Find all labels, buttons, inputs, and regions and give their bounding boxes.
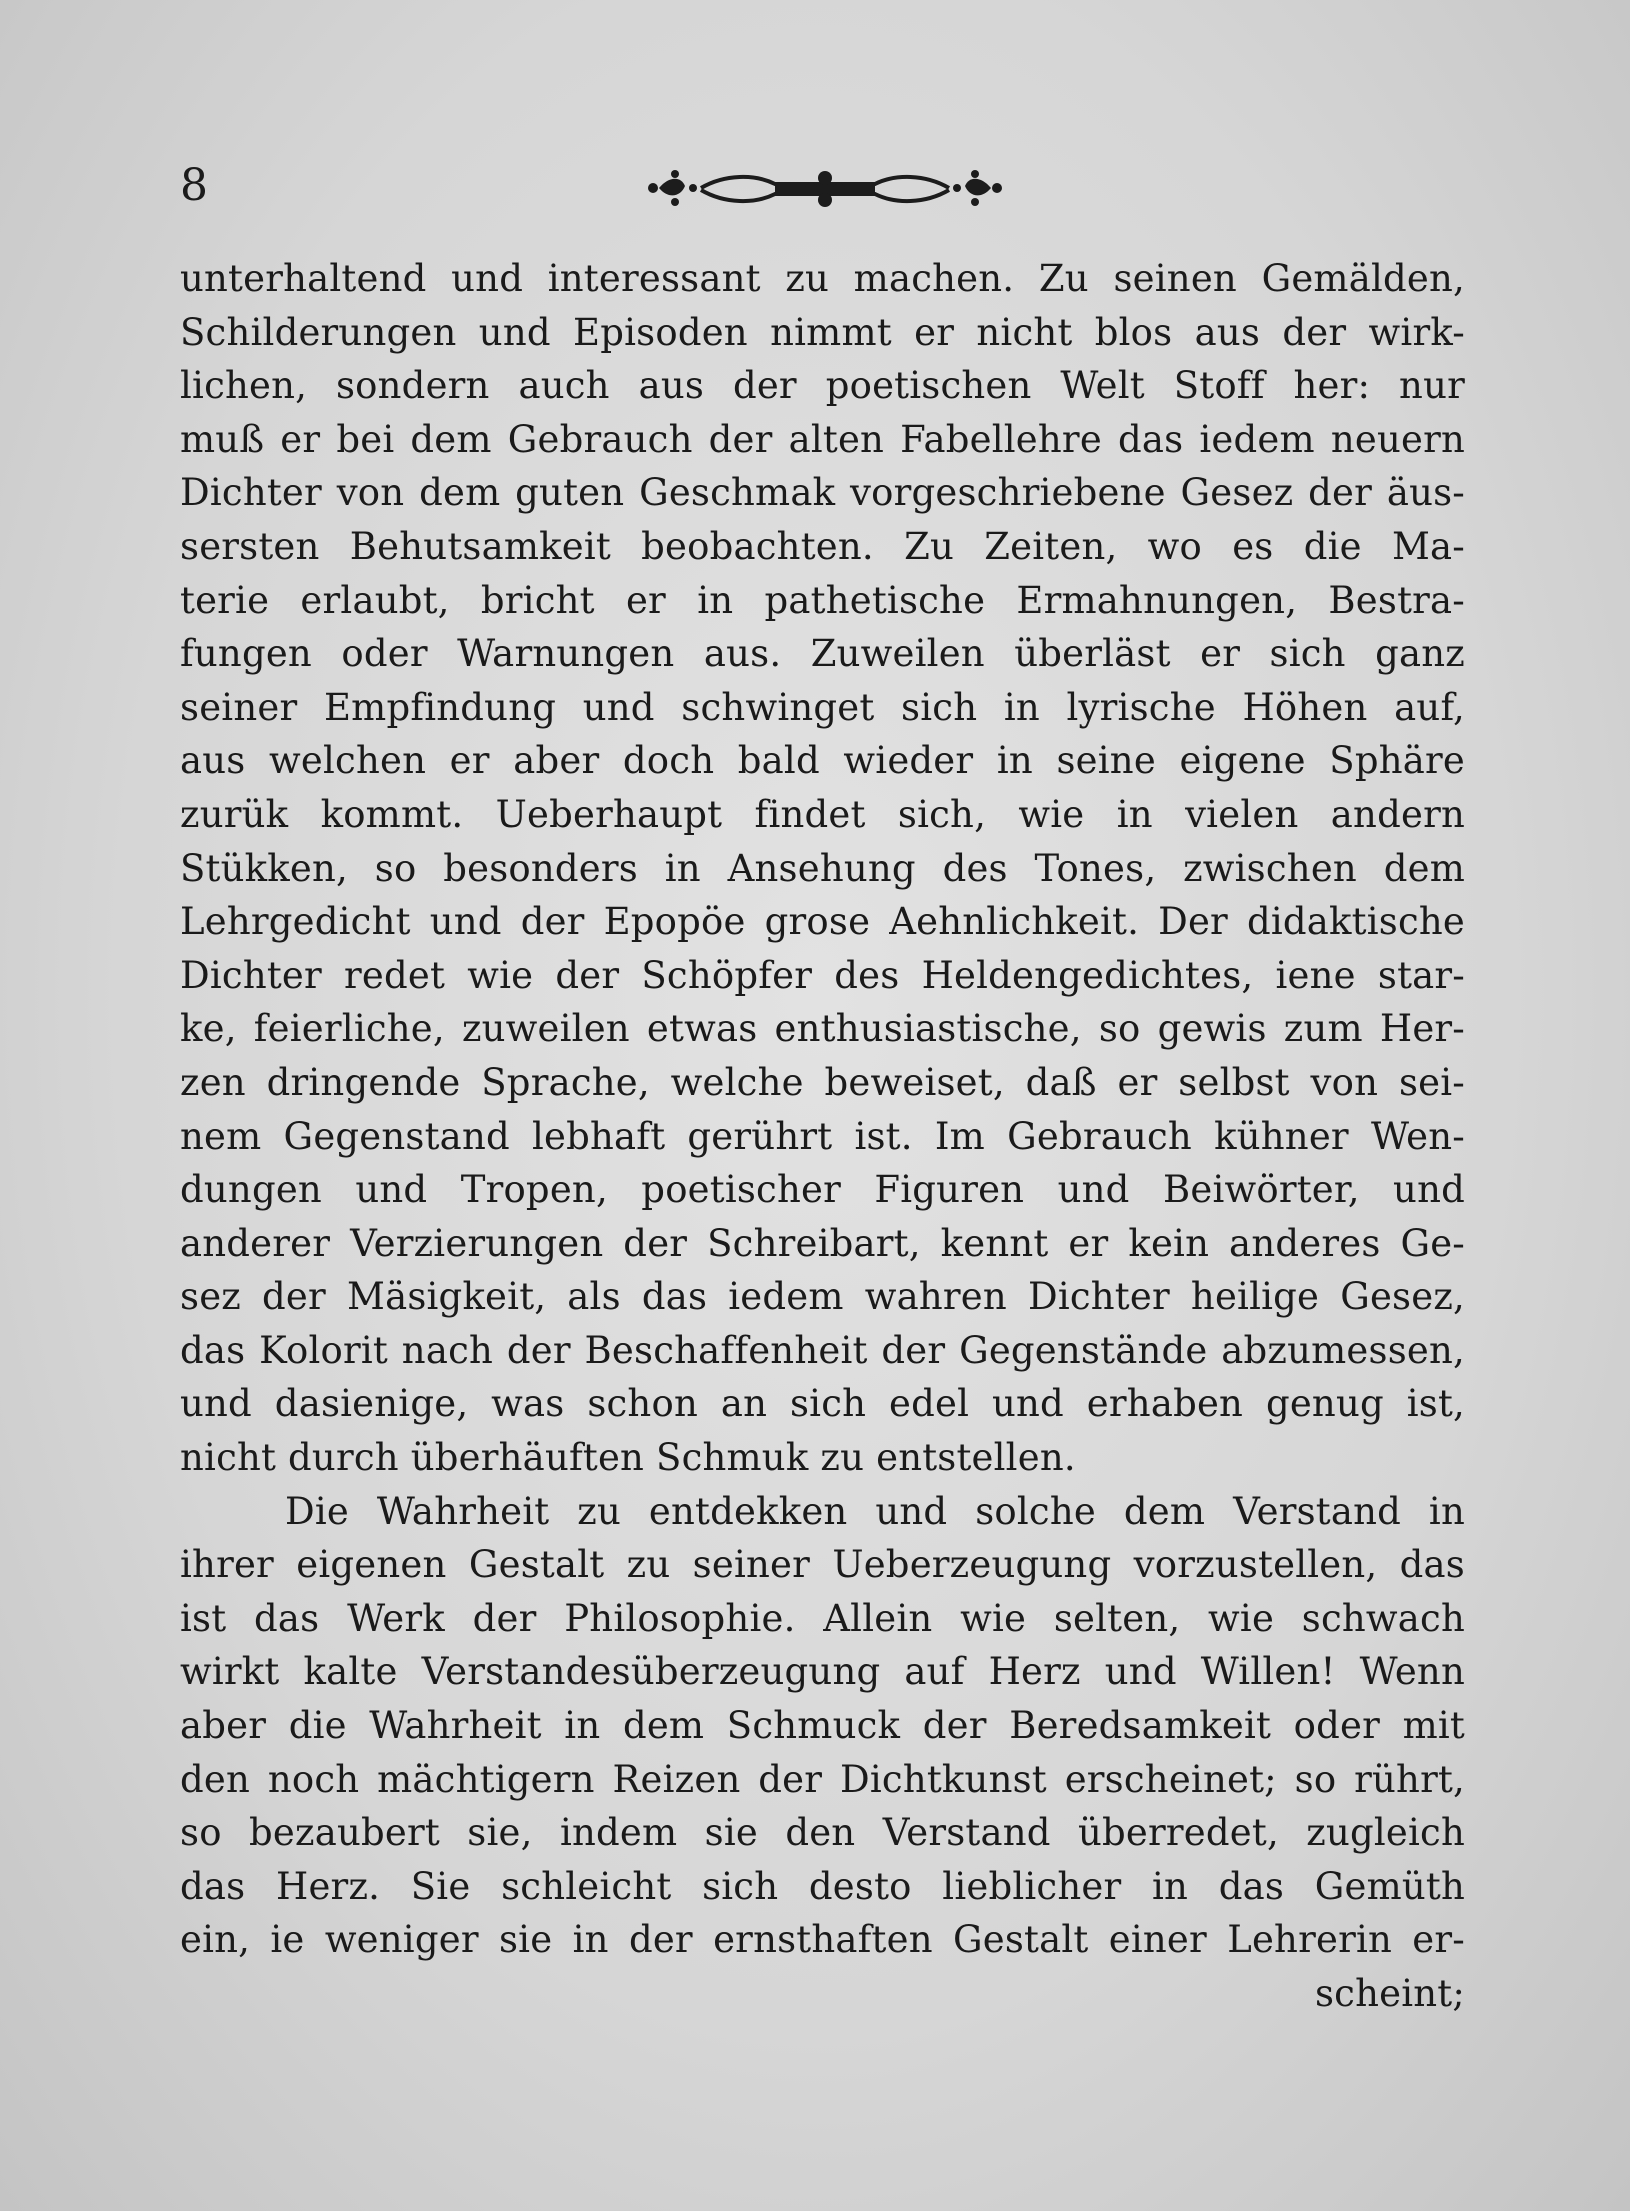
text-line: wirkt kalte Verstandesüberzeugung auf Herz und Willen! Wenn — [180, 1650, 1465, 1694]
text-line: ihrer eigenen Gestalt zu seiner Ueberzeugung vorzustellen, das — [180, 1543, 1465, 1587]
text-line: Schilderungen und Episoden nimmt er nicht blos aus der wirk- — [180, 310, 1465, 354]
text-line: seiner Empfindung und schwinget sich in lyrische Höhen auf, — [180, 685, 1465, 729]
text-line: nem Gegenstand lebhaft gerührt ist. Im Gebrauch kühner Wen- — [180, 1114, 1465, 1158]
text-line: ein, ie weniger sie in der ernsthaften Gestalt einer Lehrerin er- — [180, 1918, 1465, 1962]
floral-rule-ornament-icon — [645, 160, 1005, 216]
text-line: Stükken, so besonders in Ansehung des Tones, zwischen dem — [180, 846, 1465, 890]
text-line: Lehrgedicht und der Epopöe grose Aehnlichkeit. Der didaktische — [180, 900, 1465, 944]
text-line: fungen oder Warnungen aus. Zuweilen überläst er sich ganz — [180, 632, 1465, 676]
catchword-line: scheint; — [1314, 1972, 1465, 2015]
text-line: muß er bei dem Gebrauch der alten Fabellehre das iedem neuern — [180, 417, 1465, 461]
text-line: Dichter redet wie der Schöpfer des Heldengedichtes, iene star- — [180, 953, 1465, 997]
text-line: sersten Behutsamkeit beobachten. Zu Zeiten, wo es die Ma- — [180, 524, 1465, 568]
text-line: zen dringende Sprache, welche beweiset, daß er selbst von sei- — [180, 1060, 1465, 1104]
text-line: aber die Wahrheit in dem Schmuck der Beredsamkeit oder mit — [180, 1704, 1465, 1748]
text-line: unterhaltend und interessant zu machen. Zu seinen Gemälden, — [180, 257, 1465, 300]
text-line: das Kolorit nach der Beschaffenheit der Gegenstände abzumessen, — [180, 1328, 1465, 1372]
paragraph-last-line: nicht durch überhäuften Schmuk zu entstellen. — [180, 1436, 1076, 1480]
text-line: lichen, sondern auch aus der poetischen Welt Stoff her: nur — [180, 364, 1465, 408]
text-line: dungen und Tropen, poetischer Figuren und Beiwörter, und — [180, 1168, 1465, 1212]
text-line: so bezaubert sie, indem sie den Verstand überredet, zugleich — [180, 1811, 1465, 1855]
page-header — [180, 158, 1470, 228]
paragraph-first-line: Die Wahrheit zu entdekken und solche dem Verstand in — [285, 1489, 1465, 1533]
text-line: den noch mächtigern Reizen der Dichtkunst erscheinet; so rührt, — [180, 1757, 1465, 1801]
text-line: ist das Werk der Philosophie. Allein wie selten, wie schwach — [180, 1596, 1465, 1640]
text-line: terie erlaubt, bricht er in pathetische Ermahnungen, Bestra- — [180, 578, 1465, 622]
text-line: anderer Verzierungen der Schreibart, kennt er kein anderes Ge- — [180, 1221, 1465, 1265]
text-line: ke, feierliche, zuweilen etwas enthusiastische, so gewis zum Her- — [180, 1007, 1465, 1051]
page-number: 8 — [180, 160, 208, 211]
body-text — [180, 252, 1465, 2021]
text-line: und dasienige, was schon an sich edel und erhaben genug ist, — [180, 1382, 1465, 1426]
text-line: Dichter von dem guten Geschmak vorgeschriebene Gesez der äus- — [180, 471, 1465, 515]
text-line: aus welchen er aber doch bald wieder in seine eigene Sphäre — [180, 739, 1465, 783]
text-line: sez der Mäsigkeit, als das iedem wahren Dichter heilige Gesez, — [180, 1275, 1465, 1319]
text-line: das Herz. Sie schleicht sich desto lieblicher in das Gemüth — [180, 1864, 1465, 1908]
text-line: zurük kommt. Ueberhaupt findet sich, wie in vielen andern — [180, 792, 1465, 836]
